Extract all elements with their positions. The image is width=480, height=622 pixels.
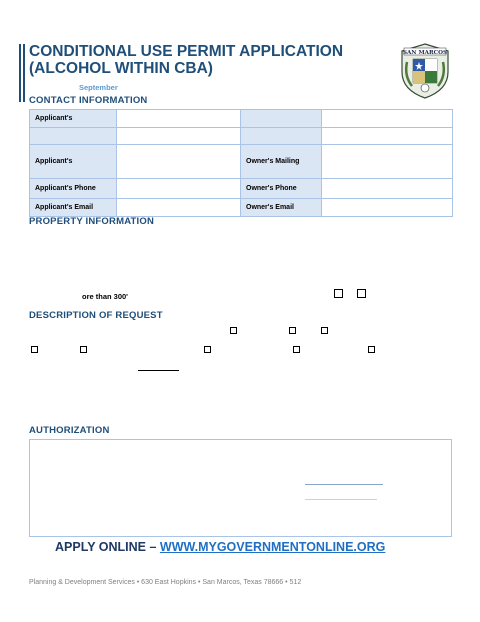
property-section-heading: PROPERTY INFORMATION [29,216,155,227]
request-type-checkbox-3[interactable] [204,346,211,353]
table-row [30,179,453,199]
month-label: September [79,83,118,92]
owner-email-field[interactable] [322,199,453,217]
footer-text: Planning & Development Services • 630 East Hopkins • San Marcos, Texas 78666 • 512 [29,579,302,586]
applicant-name-field[interactable] [117,110,241,128]
request-section-heading: DESCRIPTION OF REQUEST [29,310,163,321]
owner-company-field[interactable] [322,128,453,145]
owner-company-label [241,128,322,145]
request-type-checkbox-4[interactable] [293,346,300,353]
city-seal-logo [398,42,452,100]
signature-line[interactable] [305,484,383,485]
owner-name-field[interactable] [322,110,453,128]
applicant-company-field[interactable] [117,128,241,145]
request-option-checkbox-3[interactable] [321,327,328,334]
owner-phone-field[interactable] [322,179,453,199]
distance-no-checkbox[interactable] [357,289,366,298]
title-line-1: CONDITIONAL USE PERMIT APPLICATION [29,43,344,60]
page-title [29,43,389,77]
distance-label: ore than 300' [82,292,128,301]
apply-online-link[interactable]: WWW.MYGOVERNMENTONLINE.ORG [159,540,386,554]
owner-name-label [241,110,322,128]
header-bar-left [19,44,21,102]
table-row [30,110,453,128]
contact-section-heading: CONTACT INFORMATION [29,95,148,106]
applicant-email-field[interactable] [117,199,241,217]
request-option-checkbox-2[interactable] [289,327,296,334]
table-row [30,199,453,217]
request-option-checkbox-1[interactable] [230,327,237,334]
table-row [30,128,453,145]
applicant-name-label: Applicant's [30,110,117,128]
applicant-phone-label: Applicant's Phone [30,179,117,199]
applicant-company-label [30,128,117,145]
contact-table [29,109,453,217]
authorization-box [29,439,452,537]
owner-email-label: Owner's Email [241,199,322,217]
table-row [30,145,453,179]
authorization-section-heading: AUTHORIZATION [29,425,110,436]
date-line[interactable] [305,499,377,500]
apply-online-banner [55,540,385,554]
apply-online-label: APPLY ONLINE – [55,540,160,554]
applicant-address-label: Applicant's [30,145,117,179]
header-bar-right [23,44,25,102]
applicant-phone-field[interactable] [117,179,241,199]
applicant-email-label: Applicant's Email [30,199,117,217]
request-fill-line[interactable] [138,370,179,371]
owner-phone-label: Owner's Phone [241,179,322,199]
request-type-checkbox-2[interactable] [80,346,87,353]
distance-yes-checkbox[interactable] [334,289,343,298]
applicant-address-field[interactable] [117,145,241,179]
request-type-checkbox-5[interactable] [368,346,375,353]
owner-mailing-field[interactable] [322,145,453,179]
owner-mailing-label: Owner's Mailing [241,145,322,179]
title-line-2: (ALCOHOL WITHIN CBA) [29,60,213,77]
request-type-checkbox-1[interactable] [31,346,38,353]
seal-text: SAN MARCOS [403,49,447,56]
